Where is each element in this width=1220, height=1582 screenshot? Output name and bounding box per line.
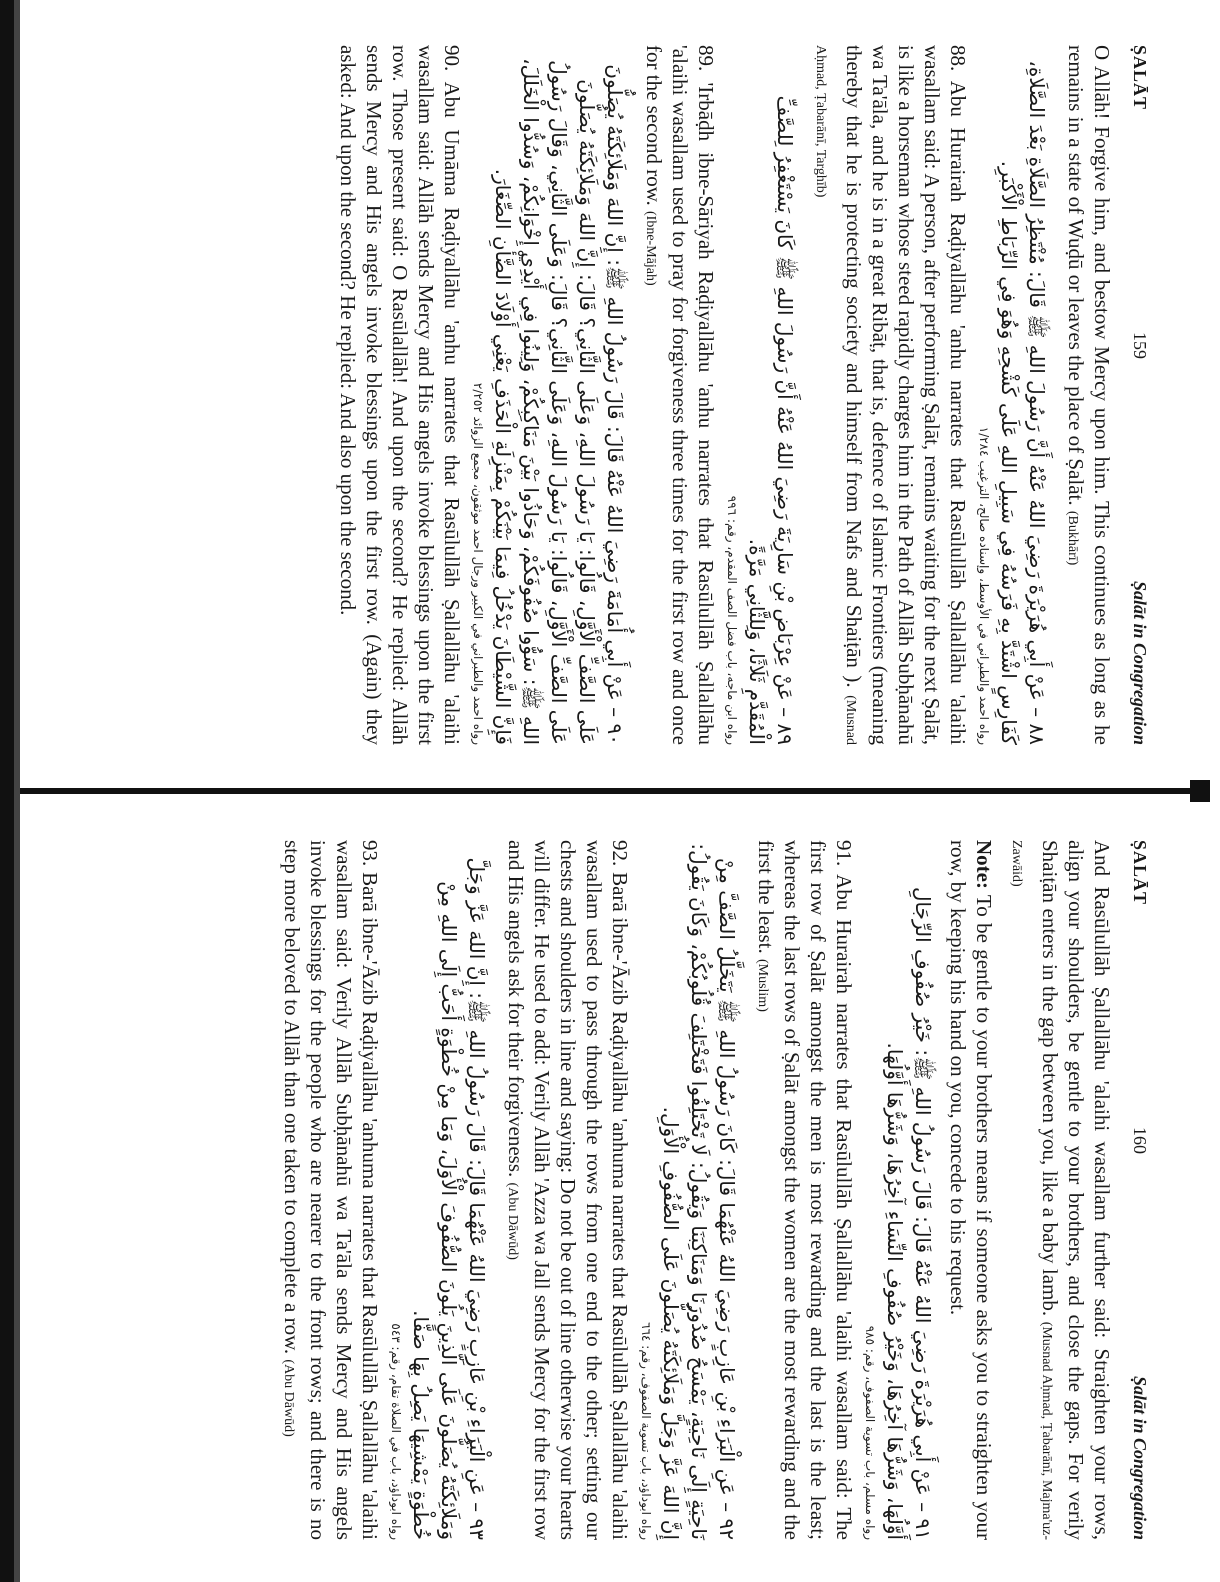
note-text: To be gentle to your brothers means if someone asks you to straighten your row, by keeping his hand on you, concede to his request. <box>946 840 996 1541</box>
arabic-hadith-88: ٨٨ – عَنْ أَبِي هُرَيْرَةَ رَضِيَ اللهُ عَنْهُ أَنَّ رَسُولَ اللهِ ﷺ قَالَ: مُنْتَظِرُ الصَّلَاةِ بَعْدَ الصَّلَاةِ، كَفَارِسٍ اشْتَدَّ بِهِ فَرَسُهُ فِي سَبِيلِ اللهِ عَلَى كَشْحِهِ وَهُوَ فِي الرِّبَاطِ الْأَكْبَرِ. <box>997 60 1049 745</box>
note-paragraph <box>945 840 997 1540</box>
page-header <box>1129 45 1150 745</box>
source-citation: (Musnad Aḥmad, Ṭabarānī, Targhīb) <box>813 45 858 746</box>
source-citation: (Muslim) <box>755 958 770 1012</box>
page-160 <box>90 840 1150 1540</box>
hadith-91 <box>749 840 857 1540</box>
hadith-92 <box>499 840 633 1540</box>
source-citation: (Bukhārī) <box>1065 510 1080 566</box>
arabic-reference-93: رواه ابوداؤد، باب في الصلاة تقام، رقم: ٥٤٣ <box>389 1323 403 1540</box>
note-label: Note: <box>972 840 996 889</box>
source-citation: (Abu Dāwūd) <box>505 1182 520 1260</box>
continuation-paragraph <box>1003 840 1115 1540</box>
page-number: 160 <box>1130 1126 1150 1154</box>
source-citation: (Musnad Aḥmad, Ṭabarānī, Majma'uz-Zawāid) <box>1009 840 1054 1540</box>
hadith-89 <box>637 45 719 745</box>
paragraph-text: 91. Abu Hurairah narrates that Rasūlullāh Ṣallallāhu 'alaihi wasallam said: The first row of Ṣalāt amongst the men is most rewarding and the last is the least; whereas the last rows of Ṣalāt amongst the women are the most rewarding and the first the least. <box>754 840 856 1540</box>
paragraph-text: 92. Barā ibne-'Āzib Raḍiyallāhu 'anhuma narrates that Rasūlullāh Ṣallallāhu 'alaihi wasallam used to pass through the rows from one end to the other; setting our chests and shoulders in line and saying: Do not be out of line otherwise your hearts will differ. He used to add: Verily Allāh 'Azza wa Jall sends Mercy for the first row and His angels ask for their forgiveness. <box>504 840 632 1540</box>
hadith-88 <box>807 45 971 745</box>
running-title: ṢALĀT <box>1130 840 1150 906</box>
arabic-reference-88: رواه احمد والطبراني في الأوسط، وإسناده صالح، الترغيب ١/٢٨٤ <box>977 426 991 745</box>
section-title: Ṣalāt in Congregation <box>1130 1375 1150 1540</box>
arabic-hadith-91: ٩١ – عَنْ أَبِي هُرَيْرَةَ رَضِيَ اللهُ عَنْهُ قَالَ: قَالَ رَسُولُ اللهِ ﷺ: خَيْرُ صُفُوفِ الرِّجَالِ أَوَّلُهَا، وَشَرُّهَا آخِرُهَا، وَخَيْرُ صُفُوفِ النِّسَاءِ آخِرُهَا، وَشَرُّهَا أَوَّلُهَا. <box>883 886 935 1540</box>
hadith-93 <box>275 840 383 1540</box>
running-title: ṢALĀT <box>1130 45 1150 111</box>
page-159 <box>90 45 1150 745</box>
paragraph-text: 89. 'Irbāḍh ibne-Sāriyah Raḍiyallāhu 'anhu narrates that Rasūlullāh Ṣallallāhu 'alaihi wasallam used to pray for forgiveness three times for the first row and once for the second row. <box>642 45 718 745</box>
continuation-paragraph <box>1059 45 1115 745</box>
paragraph-text: And Rasūlullāh Ṣallallāhu 'alaihi wasallam further said: Straighten your rows, align your shoulders, be gentle to your brothers, and close the gaps. For verily Shaiṭān enters in the gap between you, like a baby lamb. <box>1038 840 1114 1540</box>
paragraph-text: 93. Barā ibne-'Āzib Raḍiyallāhu 'anhuma narrates that Rasūlullāh Ṣallallāhu 'alaihi wasallam said: Verily Allāh Subḥānahū wa Ta'āla sends Mercy and His angels invoke blessings for the people who are nearer to the front rows; and there is no step more beloved to Allāh than one taken to complete a row. <box>280 840 382 1540</box>
arabic-hadith-92: ٩٢ – عَنِ الْبَرَاءِ بْنِ عَازِبٍ رَضِيَ اللهُ عَنْهُمَا قَالَ: كَانَ رَسُولُ اللهِ ﷺ يَتَخَلَّلُ الصَّفَّ مِنْ نَاحِيَةٍ إِلَى نَاحِيَةٍ، يَمْسَحُ صُدُورَنَا وَمَنَاكِبَنَا وَيَقُولُ: لَا تَخْتَلِفُوا فَتَخْتَلِفَ قُلُوبُكُمْ، وَكَانَ يَقُولُ: إِنَّ اللهَ عَزَّ وَجَلَّ وَمَلَائِكَتَهُ يُصَلُّونَ عَلَى الصُّفُوفِ الْأُوَلِ. <box>659 843 739 1540</box>
page-header <box>1129 840 1150 1540</box>
page-fold <box>20 788 1200 794</box>
section-title: Ṣalāt in Congregation <box>1130 580 1150 745</box>
hadith-90 <box>335 45 465 745</box>
arabic-hadith-90: ٩٠ – عَنْ أَبِي أُمَامَةَ رَضِيَ اللهُ عَنْهُ قَالَ: قَالَ رَسُولُ اللهِ ﷺ: إِنَّ اللهَ وَمَلَائِكَتَهُ يُصَلُّونَ عَلَى الصَّفِّ الْأَوَّلِ، قَالُوا: يَا رَسُولَ اللهِ، وَعَلَى الثَّانِي؟ قَالَ: إِنَّ اللهَ وَمَلَائِكَتَهُ يُصَلُّونَ عَلَى الصَّفِّ الْأَوَّلِ، قَالُوا: يَا رَسُولَ اللهِ، وَعَلَى الثَّانِي؟ قَالَ: وَعَلَى الثَّانِي، وَقَالَ رَسُولُ اللهِ ﷺ: سَوُّوا صُفُوفَكُمْ، وَحَاذُوا بَيْنَ مَنَاكِبِكُمْ، وَلِينُوا فِي أَيْدِي إِخْوَانِكُمْ، وَسُدُّوا الْخَلَلَ، فَإِنَّ الشَّيْطَانَ يَدْخُلُ فِيمَا بَيْنَكُمْ بِمَنْزِلَةِ الْحَذَفِ يَعْنِي أَوْلَادَ الضَّأْنِ الصِّغَارَ. <box>491 58 627 745</box>
page-number: 159 <box>1130 331 1150 359</box>
arabic-reference-90: رواه احمد والطبراني في الكبير ورجال احمد موثقون، مجمع الزوائد ٢/٢٥٢ <box>471 382 485 745</box>
arabic-reference-89: رواه ابن ماجه، باب فضل الصف المقدم، رقم: ٩٩٦ <box>725 495 739 745</box>
arabic-hadith-93: ٩٣ – عَنِ الْبَرَاءِ بْنِ عَازِبٍ رَضِيَ اللهُ عَنْهُمَا قَالَ: قَالَ رَسُولُ اللهِ ﷺ: إِنَّ اللهَ عَزَّ وَجَلَّ وَمَلَائِكَتَهُ يُصَلُّونَ عَلَى الَّذِينَ يَلُونَ الصُّفُوفَ الْأُوَلَ، وَمَا مِنْ خُطْوَةٍ أَحَبُّ إِلَى اللهِ مِنْ خُطْوَةٍ يَمْشِيهَا يَصِلُ بِهَا صَفًّا. <box>409 857 489 1540</box>
source-citation: (Abu Dāwūd) <box>281 1359 296 1437</box>
book-spine <box>0 0 14 1582</box>
fold-notch <box>1190 780 1210 802</box>
arabic-reference-91: رواه مسلم، باب تسوية الصفوف، رقم: ٩٨٥ <box>863 1325 877 1540</box>
paragraph-text: 88. Abu Hurairah Raḍiyallāhu 'anhu narrates that Rasūlullāh Ṣallallāhu 'alaihi wasallam said: A person, after performing Ṣalāt, remains waiting for the next Ṣalāt, is like a horseman whose steed rapidly charges him in the Path of Allāh Subḥānahū wa Ta'āla, and he is in a great Ribāṭ, that is, defence of Islamic Frontiers (meaning thereby that he is protecting society and himself from Nafs and Shaiṭān ). <box>842 45 970 745</box>
paragraph-text: O Allāh! Forgive him, and bestow Mercy upon him. This continues as long as he remains in a state of Wuḍū or leaves the place of Ṣalāt. <box>1064 45 1114 745</box>
arabic-reference-92: رواه ابوداؤد، باب تسوية الصفوف، رقم: ٦٦٤ <box>639 1322 653 1540</box>
arabic-hadith-89: ٨٩ – عَنْ عِرْبَاضِ بْنِ سَارِيَةَ رَضِيَ اللهُ عَنْهُ أَنَّ رَسُولَ اللهِ ﷺ كَانَ يَسْتَغْفِرُ لِلصَّفِّ الْمُقَدَّمِ ثَلَاثًا، وَلِلثَّانِي مَرَّةً. <box>745 95 797 745</box>
paragraph-text: 90. Abu Umāma Raḍiyallāhu 'anhu narrates that Rasūlullāh Ṣallallāhu 'alaihi wasallam said: Allāh sends Mercy and His angels invoke blessings upon the first row. Those present said: O Rasūlallāh! And upon the second? He replied: Allāh sends Mercy and His angels invoke blessings upon the first row. (Again) they asked: And upon the second? He replied: And also upon the second. <box>336 45 464 745</box>
source-citation: (Ibne-Mājah) <box>643 211 658 286</box>
